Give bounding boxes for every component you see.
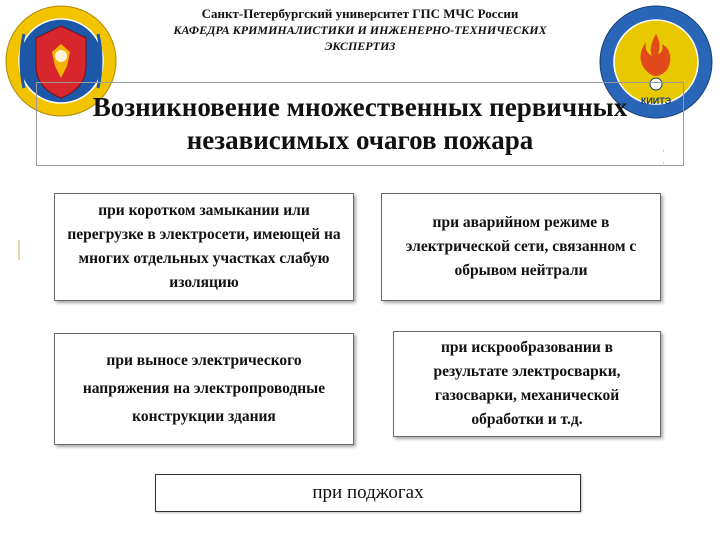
page-title bbox=[36, 82, 684, 166]
cause-sparking bbox=[393, 331, 661, 437]
cause-text: при коротком замыкании или перегрузке в электросети, имеющей на многих отдельных участках слабую изоляцию bbox=[67, 202, 341, 291]
cause-text: при выносе электрического напряжения на электропроводные конструкции здания bbox=[82, 352, 326, 425]
cause-voltage-transfer bbox=[54, 333, 354, 445]
university-name: Санкт-Петербургский университет ГПС МЧС России bbox=[201, 6, 519, 21]
cause-arson bbox=[155, 474, 581, 512]
page-title-line1: Возникновение множественных первичных bbox=[92, 92, 628, 122]
cause-neutral-break bbox=[381, 193, 661, 301]
department-name-line2: ЭКСПЕРТИЗ bbox=[324, 39, 396, 53]
decorative-mark bbox=[18, 240, 20, 260]
page-title-line2: независимых очагов пожара bbox=[186, 125, 534, 155]
cause-text: при искрообразовании в результате электросварки, газосварки, механической обработки и т.д. bbox=[433, 339, 621, 428]
header bbox=[120, 6, 600, 54]
decorative-dots: · · bbox=[662, 146, 665, 168]
cause-text: при аварийном режиме в электрической сети, связанном с обрывом нейтрали bbox=[405, 214, 637, 279]
department-name-line1: КАФЕДРА КРИМИНАЛИСТИКИ И ИНЖЕНЕРНО-ТЕХНИЧЕСКИХ bbox=[173, 23, 547, 37]
cause-short-circuit bbox=[54, 193, 354, 301]
cause-text: при поджогах bbox=[312, 482, 424, 503]
department-emblem-text: КИИТЭ bbox=[640, 96, 672, 106]
